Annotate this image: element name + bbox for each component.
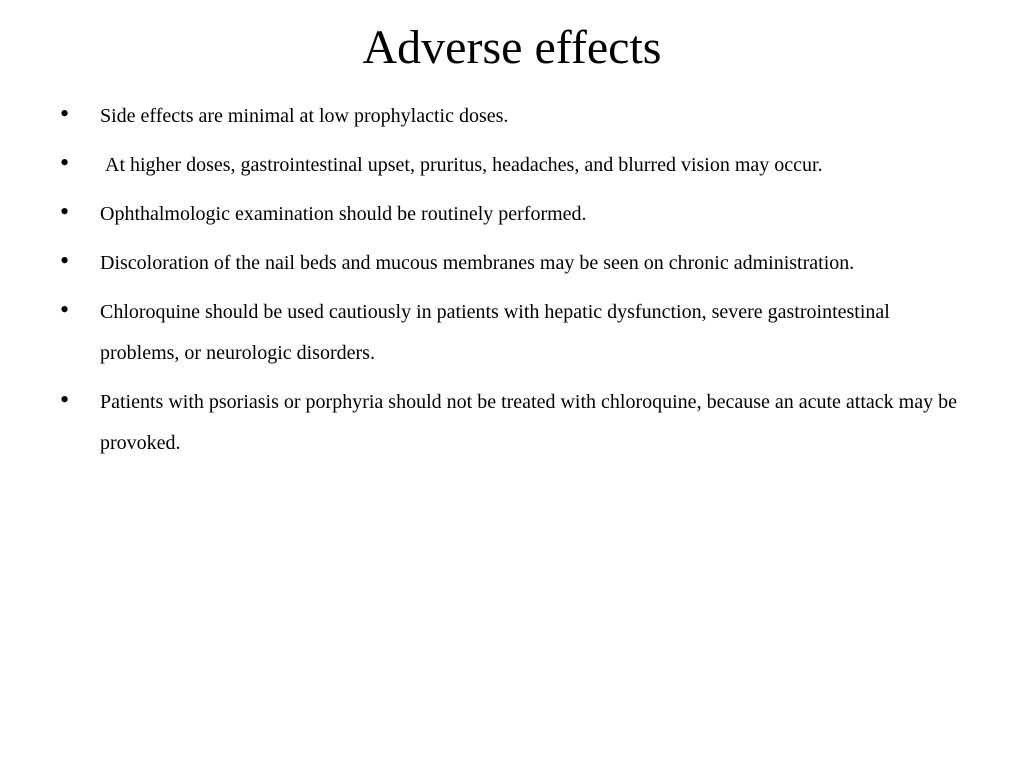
bullet-item [60, 194, 960, 235]
slide-title: Adverse effects [362, 21, 662, 74]
bullet-item [60, 145, 960, 186]
bullet-text: Discoloration of the nail beds and mucous membranes may be seen on chronic administration. [100, 252, 855, 274]
bullet-dot-icon: • [60, 246, 70, 275]
bullet-text: Patients with psoriasis or porphyria should not be treated with chloroquine, because an acute attack may be provoked. [100, 391, 962, 454]
bullet-dot-icon: • [60, 385, 70, 414]
bullet-dot-icon: • [60, 99, 70, 128]
bullet-item [60, 243, 960, 284]
bullet-list [60, 96, 960, 472]
bullet-text: Side effects are minimal at low prophylactic doses. [100, 105, 509, 127]
bullet-dot-icon: • [60, 148, 70, 177]
bullet-dot-icon: • [60, 295, 70, 324]
bullet-dot-icon: • [60, 197, 70, 226]
bullet-text: Chloroquine should be used cautiously in patients with hepatic dysfunction, severe gastrointestinal problems, or neurologic disorders. [100, 301, 895, 364]
bullet-item [60, 96, 960, 137]
bullet-text: Ophthalmologic examination should be routinely performed. [100, 203, 587, 225]
bullet-item [60, 292, 960, 374]
bullet-text: At higher doses, gastrointestinal upset, pruritus, headaches, and blurred vision may occur. [100, 154, 823, 176]
bullet-item [60, 382, 960, 464]
